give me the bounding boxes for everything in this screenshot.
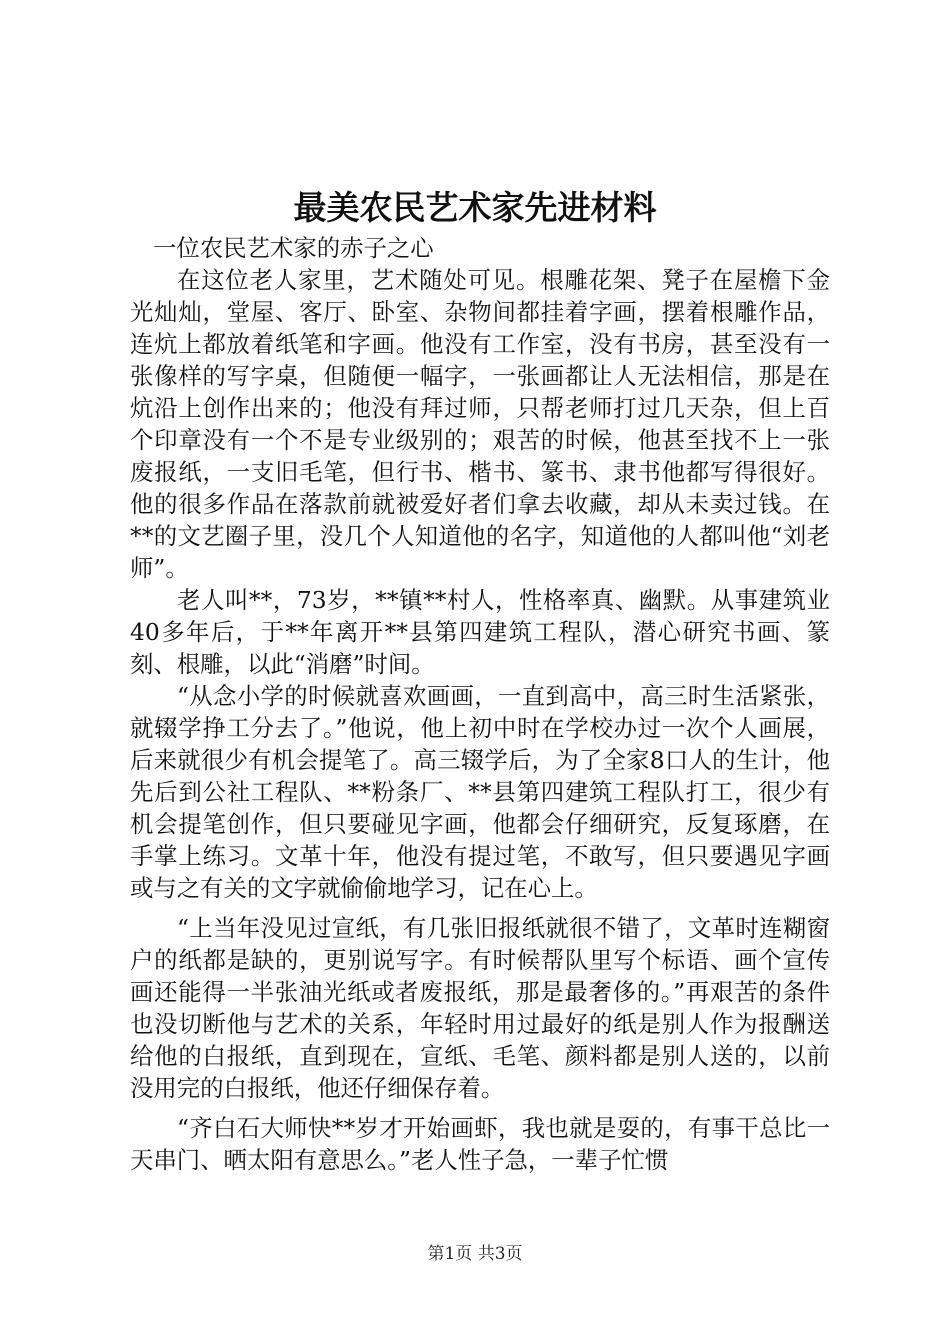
paragraph-4: “上当年没见过宣纸，有几张旧报纸就很不错了，文革时连糊窗户的纸都是缺的，更别说写字。有时候帮队里写个标语、画个宣传画还能得一半张油光纸或者废报纸，那是最奢侈的。”再艰苦的条件也没切断他与艺术的关系，年轻时用过最好的纸是别人作为报酬送给他的白报纸，直到现在，宣纸、毛笔、颜料都是别人送的，以前没用完的白报纸，他还仔细保存着。 [130, 914, 830, 1102]
paragraph-3: “从念小学的时候就喜欢画画，一直到高中，高三时生活紧张，就辍学挣工分去了。”他说，他上初中时在学校办过一次个人画展，后来就很少有机会提笔了。高三辍学后，为了全家8口人的生计，他先后到公社工程队、**粉条厂、**县第四建筑工程队打工，很少有机会提笔创作，但只要碰见字画，他都会仔细研究，反复琢磨，在手掌上练习。文革十年，他没有提过笔，不敢写，但只要遇见字画或与之有关的文字就偷偷地学习，记在心上。 [130, 682, 830, 902]
paragraph-1: 在这位老人家里，艺术随处可见。根雕花架、凳子在屋檐下金光灿灿，堂屋、客厅、卧室、杂物间都挂着字画，摆着根雕作品，连炕上都放着纸笔和字画。他没有工作室，没有书房，甚至没有一张像样的写字桌，但随便一幅字，一张画都让人无法相信，那是在炕沿上创作出来的；他没有拜过师，只帮老师打过几天杂，但上百个印章没有一个不是专业级别的；艰苦的时候，他甚至找不上一张废报纸，一支旧毛笔，但行书、楷书、篆书、隶书他都写得很好。他的很多作品在落款前就被爱好者们拿去收藏，却从未卖过钱。在**的文艺圈子里，没几个人知道他的名字，知道他的人都叫他“刘老师”。 [130, 266, 830, 582]
document-title: 最美农民艺术家先进材料 [293, 188, 657, 227]
paragraph-2: 老人叫**，73岁，**镇**村人，性格率真、幽默。从事建筑业40多年后，于**年离开**县第四建筑工程队，潜心研究书画、篆刻、根雕，以此“消磨”时间。 [130, 586, 830, 678]
document-subtitle: 一位农民艺术家的赤子之心 [153, 234, 434, 262]
document-body [130, 232, 830, 1176]
paragraph-5: “齐白石大师快**岁才开始画虾，我也就是耍的，有事干总比一天串门、晒太阳有意思么。”老人性子急，一辈子忙惯 [130, 1114, 830, 1174]
page-footer: 第1页 共3页 [427, 1244, 523, 1264]
